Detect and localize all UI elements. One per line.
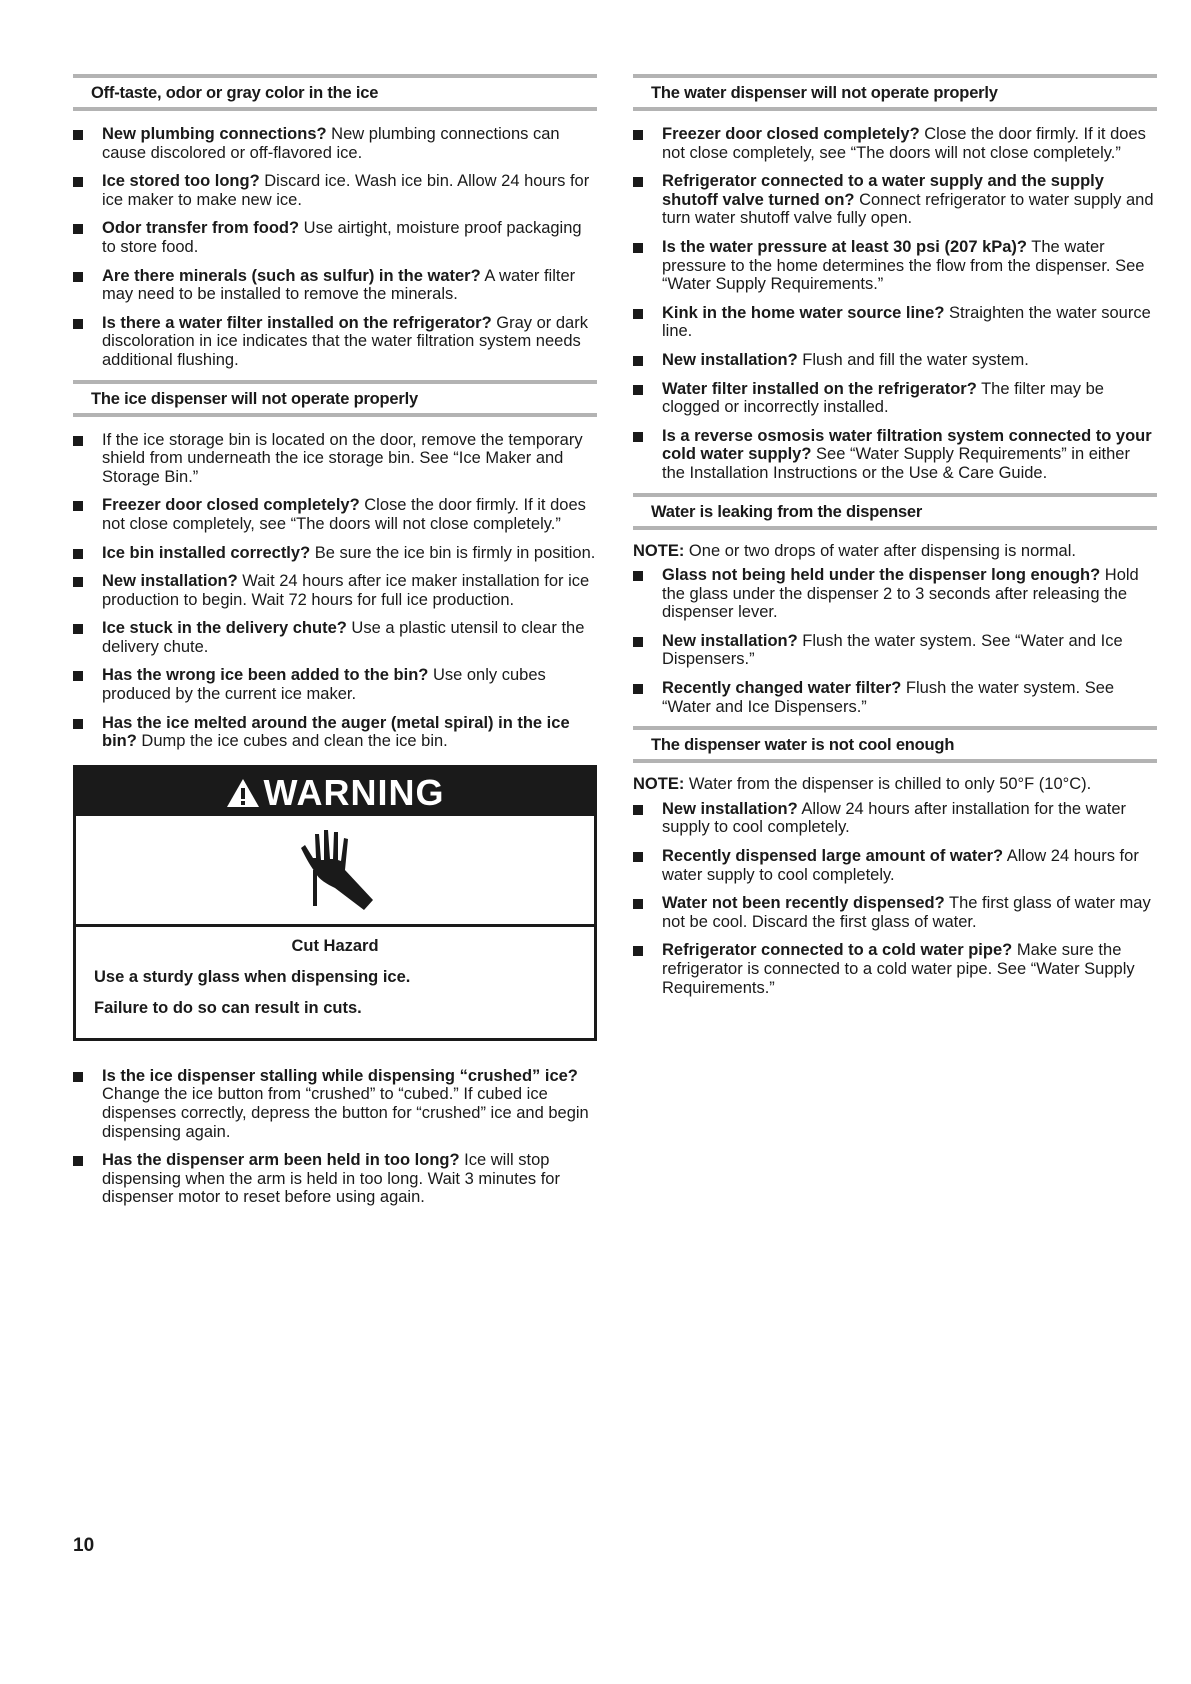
item-question: Recently changed water filter?: [662, 679, 902, 698]
item-answer: Allow 24 hours for water supply to cool completely.: [662, 847, 1139, 884]
list-item: [73, 572, 597, 609]
list-item: [633, 632, 1157, 669]
item-question: Recently dispensed large amount of water?: [662, 847, 1004, 866]
item-question: Is the ice dispenser stalling while dispensing “crushed” ice?: [102, 1066, 578, 1085]
list-item: [73, 1151, 597, 1207]
item-question: Water not been recently dispensed?: [662, 894, 945, 913]
item-question: Glass not being held under the dispenser long enough?: [662, 566, 1101, 585]
list-item: [633, 800, 1157, 837]
list-item: [633, 566, 1157, 622]
warning-consequence: Failure to do so can result in cuts.: [94, 998, 362, 1017]
item-answer: Dump the ice cubes and clean the ice bin.: [136, 732, 448, 751]
item-answer: Wait 24 hours after ice maker installation for ice production to begin. Wait 72 hours for full ice production.: [102, 572, 590, 609]
item-list: [73, 431, 597, 751]
section-heading: The ice dispenser will not operate properly: [73, 380, 597, 417]
item-answer: Ice will stop dispensing when the arm is held in too long. Wait 3 minutes for dispenser motor to reset before using again.: [102, 1151, 560, 1207]
list-item: [633, 380, 1157, 417]
list-item: [633, 894, 1157, 931]
list-item: [73, 619, 597, 656]
item-answer: Gray or dark discoloration in ice indicates that the water filtration system needs additional flushing.: [102, 313, 588, 369]
item-answer: Close the door firmly. If it does not close completely, see “The doors will not close completely.”: [102, 496, 586, 533]
list-item: [73, 172, 597, 209]
item-question: Refrigerator connected to a cold water pipe?: [662, 941, 1013, 960]
item-question: Freezer door closed completely?: [662, 125, 920, 143]
item-answer: If the ice storage bin is located on the door, remove the temporary shield from underneath the ice storage bin. See “Ice Maker and Storage Bin.”: [102, 430, 583, 486]
list-item: [73, 714, 597, 751]
item-question: New installation?: [662, 631, 798, 650]
section-heading: Water is leaking from the dispenser: [633, 493, 1157, 530]
item-answer: The water pressure to the home determines the flow from the dispenser. See “Water Supply Requirements.”: [662, 237, 1145, 294]
warning-triangle-icon: [226, 778, 260, 808]
note-text: Water from the dispenser is chilled to only 50°F (10°C).: [684, 775, 1092, 794]
item-question: Ice stuck in the delivery chute?: [102, 619, 347, 638]
list-item: [633, 238, 1157, 294]
list-item: [73, 431, 597, 487]
item-answer: Straighten the water source line.: [662, 303, 1151, 341]
section-ice-off-taste: [73, 74, 597, 370]
note-label: NOTE:: [633, 541, 685, 560]
item-question: New installation?: [102, 572, 238, 591]
item-answer: Close the door firmly. If it does not close completely, see “The doors will not close completely.”: [662, 125, 1146, 162]
section-note: [633, 775, 1157, 794]
page-number: 10: [73, 1535, 95, 1556]
item-question: Ice stored too long?: [102, 172, 260, 191]
item-answer: Allow 24 hours after installation for the water supply to cool completely.: [662, 799, 1127, 837]
item-answer: The filter may be clogged or incorrectly installed.: [662, 379, 1104, 417]
list-item: [633, 847, 1157, 884]
section-water-leaking: [633, 493, 1157, 717]
item-answer: Use only cubes produced by the current ice maker.: [102, 666, 546, 704]
item-answer: A water filter may need to be installed to remove the minerals.: [102, 266, 576, 304]
section-water-dispenser: [633, 74, 1157, 483]
item-question: Are there minerals (such as sulfur) in the water?: [102, 266, 481, 285]
warning-header: [76, 768, 594, 816]
item-answer: Use airtight, moisture proof packaging to store food.: [102, 219, 582, 256]
list-item: [633, 941, 1157, 997]
item-question: Has the dispenser arm been held in too long?: [102, 1151, 460, 1170]
warning-box: [73, 765, 597, 1041]
item-question: Freezer door closed completely?: [102, 496, 360, 515]
left-column: [73, 74, 597, 1217]
list-item: [633, 679, 1157, 716]
item-question: Refrigerator connected to a water supply and the supply shutoff valve turned on?: [662, 172, 1104, 209]
note-label: NOTE:: [633, 775, 685, 794]
item-answer: New plumbing connections can cause discolored or off-flavored ice.: [102, 125, 560, 162]
item-answer: Hold the glass under the dispenser 2 to 3 seconds after releasing the dispenser lever.: [662, 566, 1139, 622]
item-answer: Flush the water system. See “Water and Ice Dispensers.”: [662, 631, 1123, 669]
item-question: Ice bin installed correctly?: [102, 543, 311, 562]
item-question: Kink in the home water source line?: [662, 303, 945, 322]
list-item: [73, 267, 597, 304]
item-answer: Change the ice button from “crushed” to “cubed.” If cubed ice dispenses correctly, depress the button for “crushed” ice and begin dispensing again.: [102, 1085, 589, 1141]
item-list: [633, 800, 1157, 997]
section-note: [633, 542, 1157, 561]
item-question: Odor transfer from food?: [102, 219, 300, 238]
item-answer: Connect refrigerator to water supply and turn water shutoff valve fully open.: [662, 190, 1154, 228]
section-heading: The dispenser water is not cool enough: [633, 726, 1157, 763]
warning-title: Cut Hazard: [291, 936, 379, 955]
list-item: [633, 304, 1157, 341]
item-question: Is a reverse osmosis water filtration system connected to your cold water supply?: [662, 426, 1152, 464]
item-question: New installation?: [662, 799, 798, 818]
item-answer: See “Water Supply Requirements” in either the Installation Instructions or the Use & Care Guide.: [662, 445, 1130, 482]
item-list: [633, 566, 1157, 716]
list-item: [73, 125, 597, 162]
list-item: [73, 219, 597, 256]
item-list: [73, 1067, 597, 1207]
warning-label: WARNING: [263, 771, 445, 813]
item-answer: Discard ice. Wash ice bin. Allow 24 hours for ice maker to make new ice.: [102, 172, 590, 209]
cut-hazard-pictogram: [76, 816, 594, 927]
section-water-not-cool: [633, 726, 1157, 997]
list-item: [73, 496, 597, 533]
note-text: One or two drops of water after dispensing is normal.: [684, 541, 1076, 560]
item-question: Is the water pressure at least 30 psi (207 kPa)?: [662, 237, 1028, 256]
item-answer: Flush the water system. See “Water and Ice Dispensers.”: [662, 679, 1115, 716]
item-answer: Make sure the refrigerator is connected to a cold water pipe. See “Water Supply Requirements.”: [662, 941, 1135, 997]
item-list: [633, 125, 1157, 483]
section-heading: Off-taste, odor or gray color in the ice: [73, 74, 597, 111]
right-column: [633, 74, 1157, 1007]
item-question: New installation?: [662, 350, 798, 369]
section-ice-dispenser: [73, 380, 597, 751]
item-answer: The first glass of water may not be cool. Discard the first glass of water.: [662, 894, 1151, 931]
item-answer: Be sure the ice bin is firmly in position.: [310, 543, 596, 562]
list-item: [73, 1067, 597, 1141]
list-item: [73, 666, 597, 703]
list-item: [633, 125, 1157, 162]
section-heading: The water dispenser will not operate properly: [633, 74, 1157, 111]
warning-body: [76, 927, 594, 1038]
list-item: [633, 172, 1157, 228]
item-question: New plumbing connections?: [102, 125, 327, 143]
list-item: [633, 351, 1157, 370]
item-answer: Flush and fill the water system.: [797, 350, 1029, 369]
cut-hand-icon: [293, 826, 377, 914]
item-question: Has the wrong ice been added to the bin?: [102, 666, 429, 685]
item-question: Is there a water filter installed on the refrigerator?: [102, 313, 492, 332]
item-question: Has the ice melted around the auger (metal spiral) in the ice bin?: [102, 713, 570, 751]
list-item: [633, 427, 1157, 483]
list-item: [73, 314, 597, 370]
list-item: [73, 544, 597, 563]
item-list: [73, 125, 597, 370]
warning-instruction: Use a sturdy glass when dispensing ice.: [94, 967, 411, 986]
item-answer: Use a plastic utensil to clear the delivery chute.: [102, 619, 585, 656]
item-question: Water filter installed on the refrigerator?: [662, 379, 977, 398]
